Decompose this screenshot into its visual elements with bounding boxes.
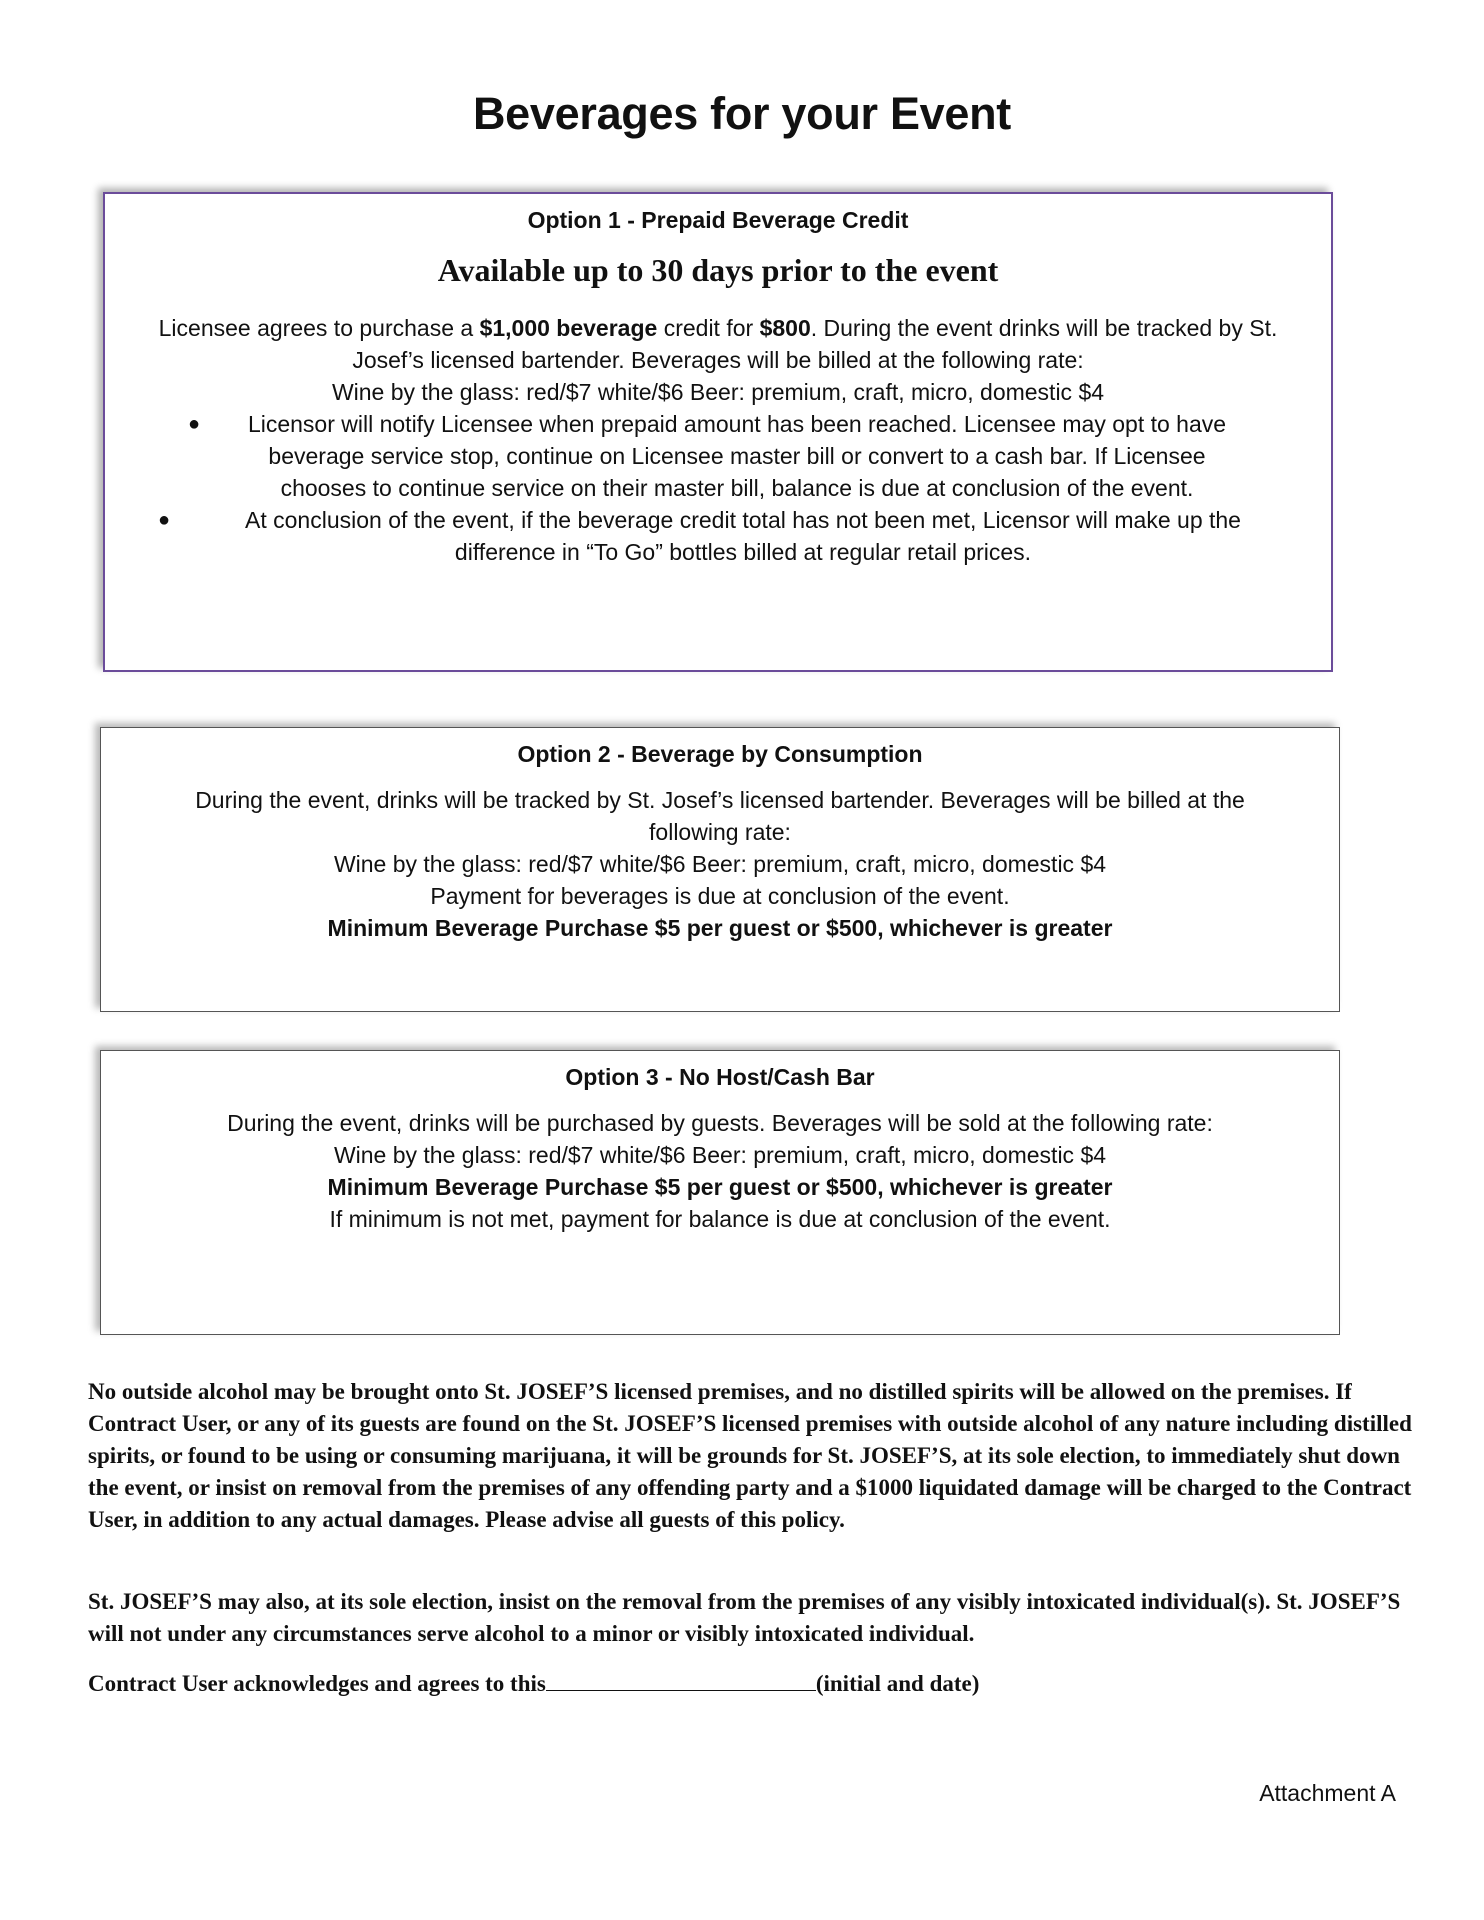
- option-1-intro-f: Josef’s licensed bartender. Beverages will be billed at the following rate:: [352, 347, 1084, 373]
- option-3-minimum: Minimum Beverage Purchase $5 per guest or $500, whichever is greater: [327, 1174, 1113, 1200]
- option-1-bullet-text: At conclusion of the event, if the beverage credit total has not been met, Licensor will make up the difference in “To Go” bottles billed at regular retail prices.: [245, 507, 1241, 565]
- option-1-intro-a: Licensee agrees to purchase a: [158, 315, 480, 341]
- option-1-price: $800: [759, 315, 811, 341]
- bullet-icon: ●: [188, 413, 201, 435]
- option-3-line-1: During the event, drinks will be purchased by guests. Beverages will be sold at the following rate:: [227, 1110, 1213, 1136]
- intoxication-policy: St. JOSEF’S may also, at its sole election, insist on the removal from the premises of any visibly intoxicated individual(s). St. JOSEF’S will not under any circumstances serve alcohol to a minor or visibly intoxicated individual.: [88, 1589, 1401, 1646]
- outside-alcohol-policy: No outside alcohol may be brought onto St. JOSEF’S licensed premises, and no distilled spirits will be allowed on the premises. If Contract User, or any of its guests are found on the St. JOSEF’S licensed premises with outside alcohol of any nature including distilled spirits, or found to be using or consuming marijuana, it will be grounds for St. JOSEF’S, at its sole election, to immediately shut down the event, or insist on removal from the premises of any offending party and a $1000 liquidated damage will be charged to the Contract User, in addition to any actual damages. Please advise all guests of this policy.: [88, 1379, 1412, 1532]
- page-title: Beverages for your Event: [472, 88, 1011, 139]
- option-1-credit-amount: $1,000 beverage: [479, 315, 658, 341]
- acknowledgement-label: Contract User acknowledges and agrees to this: [88, 1671, 546, 1696]
- option-2-rates: Wine by the glass: red/$7 white/$6 Beer: premium, craft, micro, domestic $4: [333, 851, 1107, 877]
- option-1-subtitle: Available up to 30 days prior to the event: [437, 252, 999, 288]
- option-2-minimum: Minimum Beverage Purchase $5 per guest or $500, whichever is greater: [327, 915, 1113, 941]
- option-1-intro: [105, 312, 1331, 408]
- option-1-heading: Option 1 - Prepaid Beverage Credit: [527, 207, 909, 233]
- initial-date-field[interactable]: [546, 1668, 816, 1691]
- option-1-intro-c: credit for: [657, 315, 760, 341]
- attachment-label: Attachment A: [1259, 1780, 1396, 1806]
- option-2-line-2: following rate:: [649, 819, 791, 845]
- acknowledgement-suffix: (initial and date): [815, 1671, 980, 1696]
- option-3-box: [100, 1050, 1340, 1335]
- option-1-bullet-text: Licensor will notify Licensee when prepaid amount has been reached. Licensee may opt to have beverage service stop, continue on Licensee master bill or convert to a cash bar. If Licensee chooses to continue service on their master bill, balance is due at conclusion of the event.: [247, 411, 1227, 501]
- option-1-intro-e: . During the event drinks will be tracked by St.: [810, 315, 1278, 341]
- acknowledgement-line: [88, 1668, 1428, 1700]
- option-3-rates: Wine by the glass: red/$7 white/$6 Beer: premium, craft, micro, domestic $4: [333, 1142, 1107, 1168]
- list-item: [188, 408, 1248, 504]
- option-1-bullet-list: [105, 408, 1331, 568]
- option-1-rates: Wine by the glass: red/$7 white/$6 Beer: premium, craft, micro, domestic $4: [331, 379, 1105, 405]
- bullet-icon: ●: [158, 509, 171, 531]
- list-item: [158, 504, 1278, 568]
- option-1-box: [103, 192, 1333, 672]
- option-2-body: [101, 784, 1339, 944]
- option-2-line-1: During the event, drinks will be tracked by St. Josef’s licensed bartender. Beverages will be billed at the: [195, 787, 1245, 813]
- option-3-balance: If minimum is not met, payment for balance is due at conclusion of the event.: [329, 1206, 1111, 1232]
- option-3-body: [101, 1107, 1339, 1235]
- option-3-heading: Option 3 - No Host/Cash Bar: [565, 1064, 875, 1090]
- option-2-box: [100, 727, 1340, 1012]
- option-2-payment: Payment for beverages is due at conclusion of the event.: [430, 883, 1010, 909]
- option-2-heading: Option 2 - Beverage by Consumption: [517, 741, 923, 767]
